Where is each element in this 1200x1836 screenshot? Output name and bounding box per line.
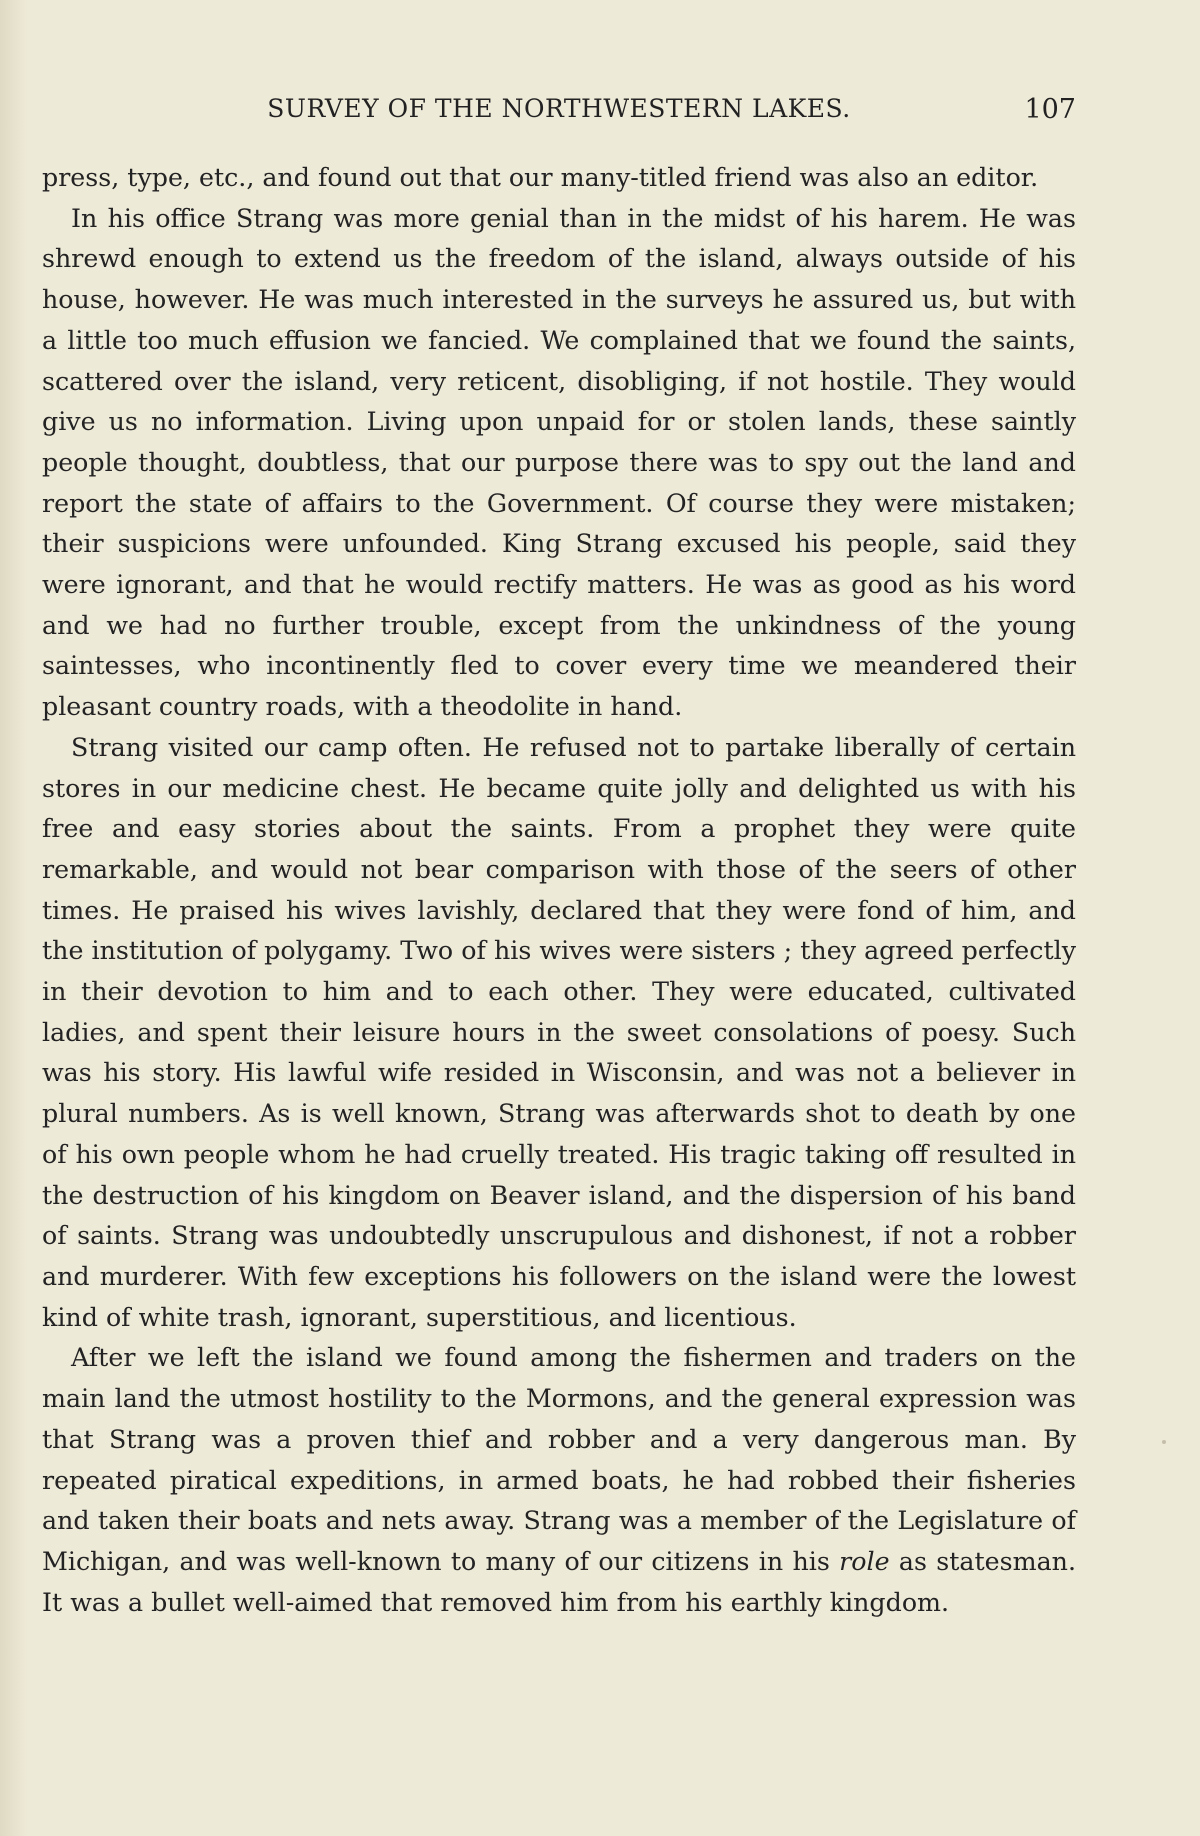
paragraph-text: Strang visited our camp often. He refused not to partake liberally of certain stores in our medicine chest. He became quite jolly and delighted us with his free and easy stories about the saints. From a prophet they were quite remarkable, and would not bear comparison with those of the seers of other times. He praised his wives lavishly, declared that they were fond of him, and the institution of polygamy. Two of his wives were sisters ; they agreed perfectly in their devotion to him and to each other. They were educated, cultivated ladies, and spent their leisure hours in the sweet consolations of poesy. Such was his story. His lawful wife resided in Wisconsin, and was not a believer in plural numbers. As is well known, Strang was afterwards shot to death by one of his own people whom he had cruelly treated. His tragic taking off resulted in the destruction of his kingdom on Beaver island, and the dispersion of his band of saints. Strang was undoubtedly unscrupulous and dishonest, if not a robber and murderer. With few exceptions his followers on the island were the lowest kind of white trash, ignorant, superstitious, and licentious.	[42, 732, 1076, 1332]
paragraph	[42, 728, 1076, 1339]
body-text	[42, 158, 1076, 1623]
paragraph-text: press, type, etc., and found out that our many-titled friend was also an editor.	[42, 163, 1039, 192]
running-title: SURVEY OF THE NORTHWESTERN LAKES.	[267, 94, 851, 123]
page-speck	[574, 742, 578, 746]
paragraph-text: In his office Strang was more genial than in the midst of his harem. He was shrewd enough to extend us the freedom of the island, always outside of his house, however. He was much interested in the surveys he assured us, but with a little too much effusion we fancied. We complained that we found the saints, scattered over the island, very reticent, disobliging, if not hostile. They would give us no information. Living upon unpaid for or stolen lands, these saintly people thought, doubtless, that our purpose there was to spy out the land and report the state of affairs to the Government. Of course they were mistaken; their suspicions were unfounded. King Strang excused his people, said they were ignorant, and that he would rectify matters. He was as good as his word and we had no further trouble, except from the unkindness of the young saintesses, who incontinently fled to cover every time we meandered their pleasant country roads, with a theodolite in hand.	[42, 203, 1076, 722]
page-number: 107	[1024, 94, 1076, 125]
paragraph	[42, 1338, 1076, 1623]
paragraph-text: After we left the island we found among the fishermen and traders on the main land the utmost hostility to the Mormons, and the general expression was that Strang was a proven thief and robber and a very dangerous man. By repeated piratical expeditions, in armed boats, he had robbed their fisheries and taken their boats and nets away. Strang was a member of the Legislature of Michigan, and was well-known to many of our citizens in his	[42, 1343, 1076, 1576]
paragraph	[42, 158, 1076, 199]
paragraph-text: as statesman. It was a bullet well-aimed that removed him from his earthly kingdom.	[42, 1546, 1076, 1617]
italic-text: role	[839, 1546, 890, 1576]
running-head	[42, 94, 1076, 134]
paragraph	[42, 199, 1076, 728]
page-speck	[1162, 1440, 1166, 1444]
